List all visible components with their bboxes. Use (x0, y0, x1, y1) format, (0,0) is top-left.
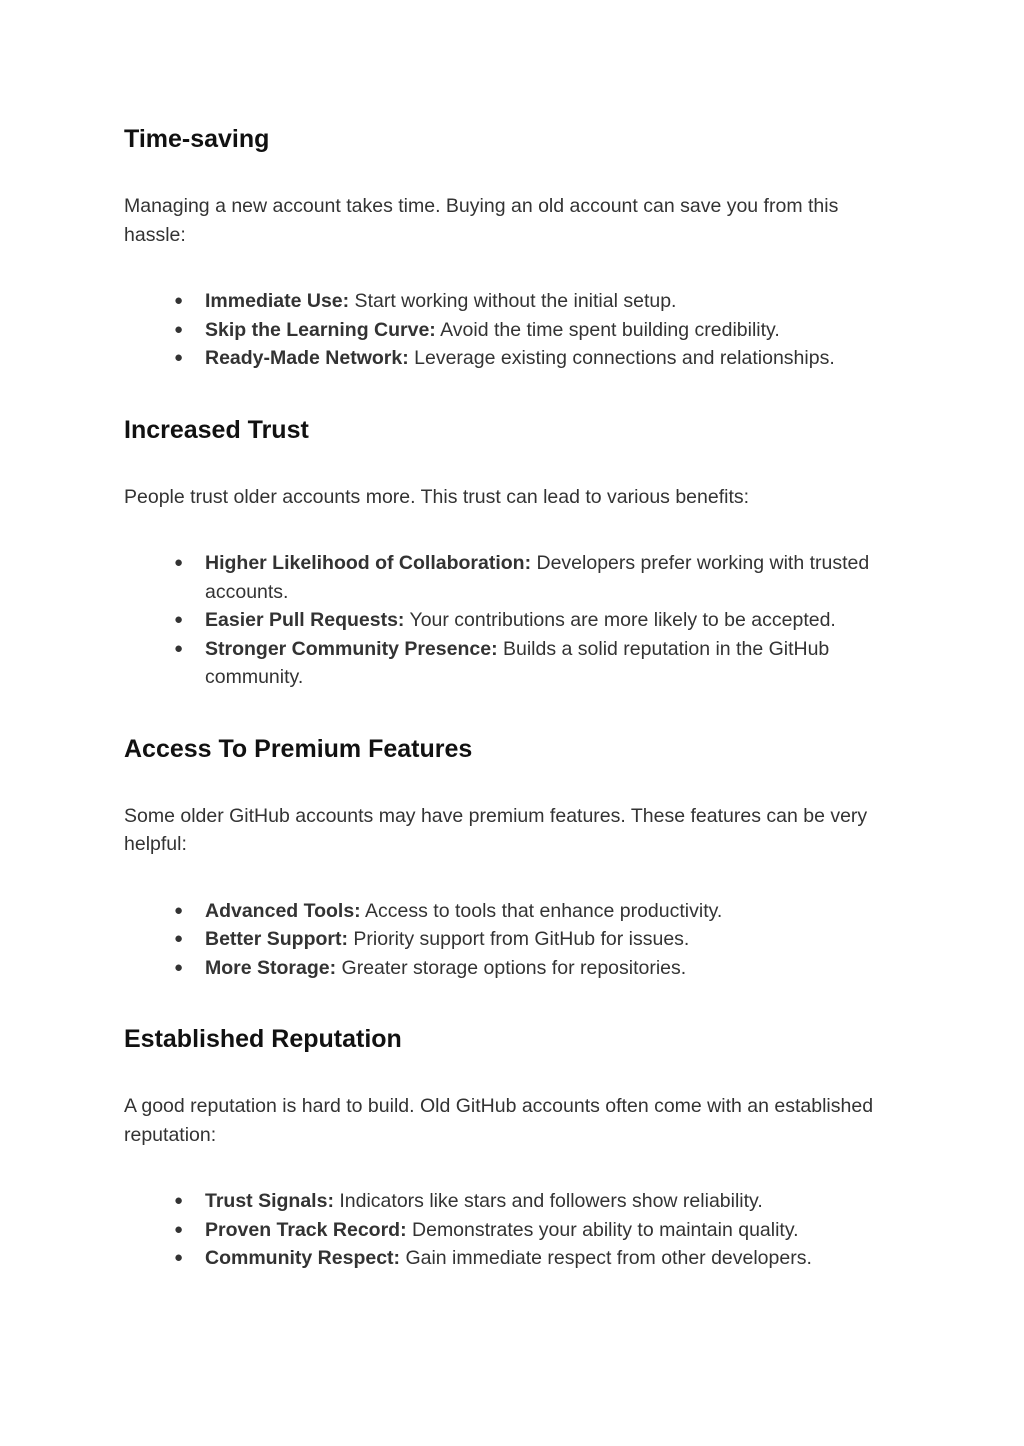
bullet-item (174, 635, 894, 692)
bullet-text: Leverage existing connections and relationships. (408, 347, 835, 369)
bullet-term: Easier Pull Requests: (205, 609, 405, 631)
document-page (124, 120, 894, 1273)
section-increased-trust (124, 411, 894, 692)
section-paragraph: A good reputation is hard to build. Old GitHub accounts often come with an established reputation: (124, 1095, 874, 1146)
bullet-term: Higher Likelihood of Collaboration: (205, 552, 532, 574)
bullet-term: Better Support: (205, 928, 348, 950)
bullet-item (174, 897, 894, 926)
section-paragraph: People trust older accounts more. This trust can lead to various benefits: (124, 485, 750, 508)
section-heading: Established Reputation (124, 1025, 402, 1053)
bullet-text: Greater storage options for repositories. (336, 956, 687, 979)
bullet-item (174, 1187, 894, 1216)
bullet-text: Builds a solid reputation in the GitHub community. (205, 637, 830, 688)
bullet-item (174, 1216, 894, 1245)
section-heading: Access To Premium Features (124, 734, 473, 763)
bullet-term: Proven Track Record: (205, 1218, 407, 1241)
bullet-dot-icon: ● (174, 611, 184, 628)
bullet-term: More Storage: (205, 956, 337, 979)
bullet-dot-icon: ● (174, 1220, 184, 1238)
bullet-item (174, 344, 894, 373)
bullet-list (124, 897, 894, 983)
bullet-text: Priority support from GitHub for issues. (348, 928, 690, 950)
bullet-item (174, 606, 894, 635)
bullet-dot-icon: ● (174, 349, 184, 366)
bullet-item (174, 954, 894, 983)
bullet-dot-icon: ● (174, 958, 184, 976)
bullet-item (174, 925, 894, 954)
bullet-dot-icon: ● (174, 292, 184, 309)
bullet-text: Start working without the initial setup. (349, 290, 677, 312)
section-premium-features (124, 730, 894, 983)
bullet-text: Indicators like stars and followers show reliability. (333, 1190, 763, 1212)
bullet-text: Demonstrates your ability to maintain quality. (406, 1218, 799, 1241)
bullet-dot-icon: ● (174, 554, 184, 571)
bullet-text: Avoid the time spent building credibility. (435, 318, 780, 341)
bullet-term: Immediate Use: (205, 290, 350, 312)
bullet-dot-icon: ● (174, 1192, 184, 1209)
bullet-item (174, 549, 894, 606)
bullet-dot-icon: ● (174, 1249, 184, 1266)
section-heading: Time-saving (124, 125, 270, 153)
bullet-text: Access to tools that enhance productivity. (360, 899, 723, 922)
section-heading: Increased Trust (124, 415, 309, 444)
bullet-list (124, 549, 894, 692)
bullet-dot-icon: ● (174, 901, 184, 919)
bullet-term: Advanced Tools: (205, 899, 361, 922)
bullet-list (124, 1187, 894, 1273)
bullet-text: Gain immediate respect from other developers. (400, 1247, 812, 1269)
bullet-dot-icon: ● (174, 639, 184, 657)
bullet-dot-icon: ● (174, 930, 184, 947)
section-time-saving (124, 120, 894, 373)
bullet-term: Ready-Made Network: (205, 347, 409, 369)
bullet-term: Skip the Learning Curve: (205, 318, 436, 341)
bullet-list (124, 287, 894, 373)
bullet-item (174, 287, 894, 316)
section-paragraph: Managing a new account takes time. Buying an old account can save you from this hassle: (124, 195, 839, 246)
bullet-item (174, 316, 894, 345)
bullet-term: Community Respect: (205, 1247, 401, 1269)
section-paragraph: Some older GitHub accounts may have premium features. These features can be very helpful: (124, 804, 868, 855)
bullet-term: Stronger Community Presence: (205, 637, 498, 660)
bullet-term: Trust Signals: (205, 1190, 334, 1212)
bullet-text: Your contributions are more likely to be accepted. (404, 609, 836, 631)
bullet-text: Developers prefer working with trusted accounts. (205, 552, 870, 603)
bullet-item (174, 1244, 894, 1273)
section-established-reputation (124, 1020, 894, 1273)
bullet-dot-icon: ● (174, 320, 184, 338)
